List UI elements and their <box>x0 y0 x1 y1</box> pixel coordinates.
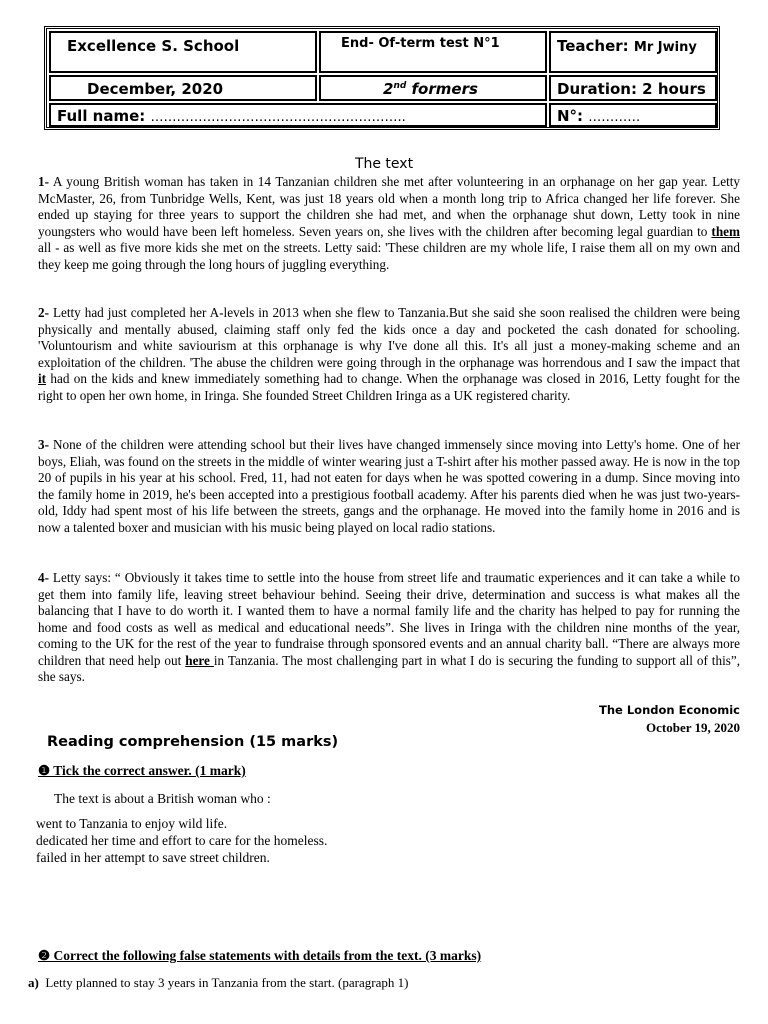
school-name: Excellence S. School <box>67 37 240 55</box>
question-1-title: ❶ Tick the correct answer. (1 mark) <box>38 763 246 778</box>
number-cell <box>549 103 717 127</box>
number-blank[interactable]: ………… <box>588 110 641 125</box>
reference-word-it: it <box>38 371 47 386</box>
paragraph-2: 2- Letty had just completed her A-levels in 2013 when she flew to Tanzania.But she said she soon realised the children were being physically and mentally abused, claiming staff only fed the kids once a day and pocketed the cash donated for schooling. 'Voluntourism and white saviourism at this orphanage is why I've done all this. It's all just a money-making scheme and an exploitation of the children. 'The abuse the children were going through in the orphanage was horrendous and I saw the impact that it had on the kids and knew immediately something had to change. When the orphanage was closed in 2016, Letty fought for the right to open her own home, in Iringa. She founded Street Children Iringa as a UK registered charity. <box>38 305 740 403</box>
header-table <box>44 26 720 130</box>
test-title: End- Of-term test N°1 <box>341 36 500 51</box>
source-date: October 19, 2020 <box>646 720 740 735</box>
question-1-stem: The text is about a British woman who : <box>54 791 271 806</box>
option-3[interactable]: failed in her attempt to save street children. <box>36 850 270 865</box>
number-label: N°: ………… <box>557 107 641 125</box>
teacher-cell <box>549 31 717 73</box>
date-cell <box>49 75 317 101</box>
fullname-cell <box>49 103 547 127</box>
paragraph-3: 3- None of the children were attending school but their lives have changed immensely since moving into Letty's home. One of her boys, Eliah, was found on the streets in the middle of winter wearing just a T-shirt after his mother passed away. He is now in the top 20 of pupils in his year at his school. Fred, 11, had not eaten for days when he was spotted cowering in a dump. Since moving into the family home in 2019, he's been accepted into a prestigious football academy. After his parents died when he was just two-years-old, Iddy had spent most of his life between the streets, gangs and the orphanage. He moved into the family home in 2016 and is now a talented boxer and musician with his music being played on local radio stations. <box>38 437 740 535</box>
duration: Duration: 2 hours <box>557 80 706 98</box>
paragraph-1: 1- A young British woman has taken in 14 Tanzanian children she met after volunteering in an orphanage on her gap year. Letty McMaster, 26, from Tunbridge Wells, Kent, was just 18 years old when a month long trip to Africa changed her life forever. She ended up staying for three years to support the children she had met, and when the orphanage shut down, Letty took in nine youngsters who would have been left homeless. Seven years on, she lives with the children after becoming legal guardian to them all - as well as five more kids she met on the streets. Letty said: 'These children are my whole life, I raise them all on my own and they keep me going through the long hours of juggling everything. <box>38 174 740 272</box>
reference-word-here: here <box>185 652 214 668</box>
class-level: 2nd formers <box>383 80 478 98</box>
question-2-title: ❷ Correct the following false statements with details from the text. (3 marks) <box>38 948 482 963</box>
school-cell <box>49 31 317 73</box>
level-cell <box>319 75 547 101</box>
teacher-name: Mr Jwiny <box>633 40 697 55</box>
section-title: Reading comprehension (15 marks) <box>47 734 339 750</box>
teacher-label: Teacher: Mr Jwiny <box>557 37 697 55</box>
option-2[interactable]: dedicated her time and effort to care for the homeless. <box>36 833 328 848</box>
reference-word-them: them <box>711 223 740 239</box>
fullname-blank[interactable]: ………………………………………………….. <box>150 110 406 125</box>
text-title: The text <box>354 156 414 172</box>
exam-date: December, 2020 <box>87 80 224 98</box>
test-cell <box>319 31 547 73</box>
statement-a: a) Letty planned to stay 3 years in Tanzania from the start. (paragraph 1) <box>28 975 409 990</box>
source-name: The London Economic <box>599 703 740 717</box>
duration-cell <box>549 75 717 101</box>
option-1[interactable]: went to Tanzania to enjoy wild life. <box>36 816 228 831</box>
fullname-label: Full name: ………………………………………………….. <box>57 107 406 125</box>
paragraph-4: 4- Letty says: “ Obviously it takes time to settle into the house from street life and traumatic experiences and it can take a while to get them into family life, leaving street behaviour behind. Seeing their drive, determination and success is what makes all the balancing that I have to do worth it. I wanted them to have a normal family life and the charity has helped to pay for running the home and food costs as well as medical and educational needs”. She lives in Iringa with the children nine months of the year, coming to the UK for the rest of the year to fundraise through sponsored events and an annual charity ball. “There are always more children that need help out here in Tanzania. The most challenging part in what I do is securing the funding to support all of this”, she says. <box>38 570 741 684</box>
